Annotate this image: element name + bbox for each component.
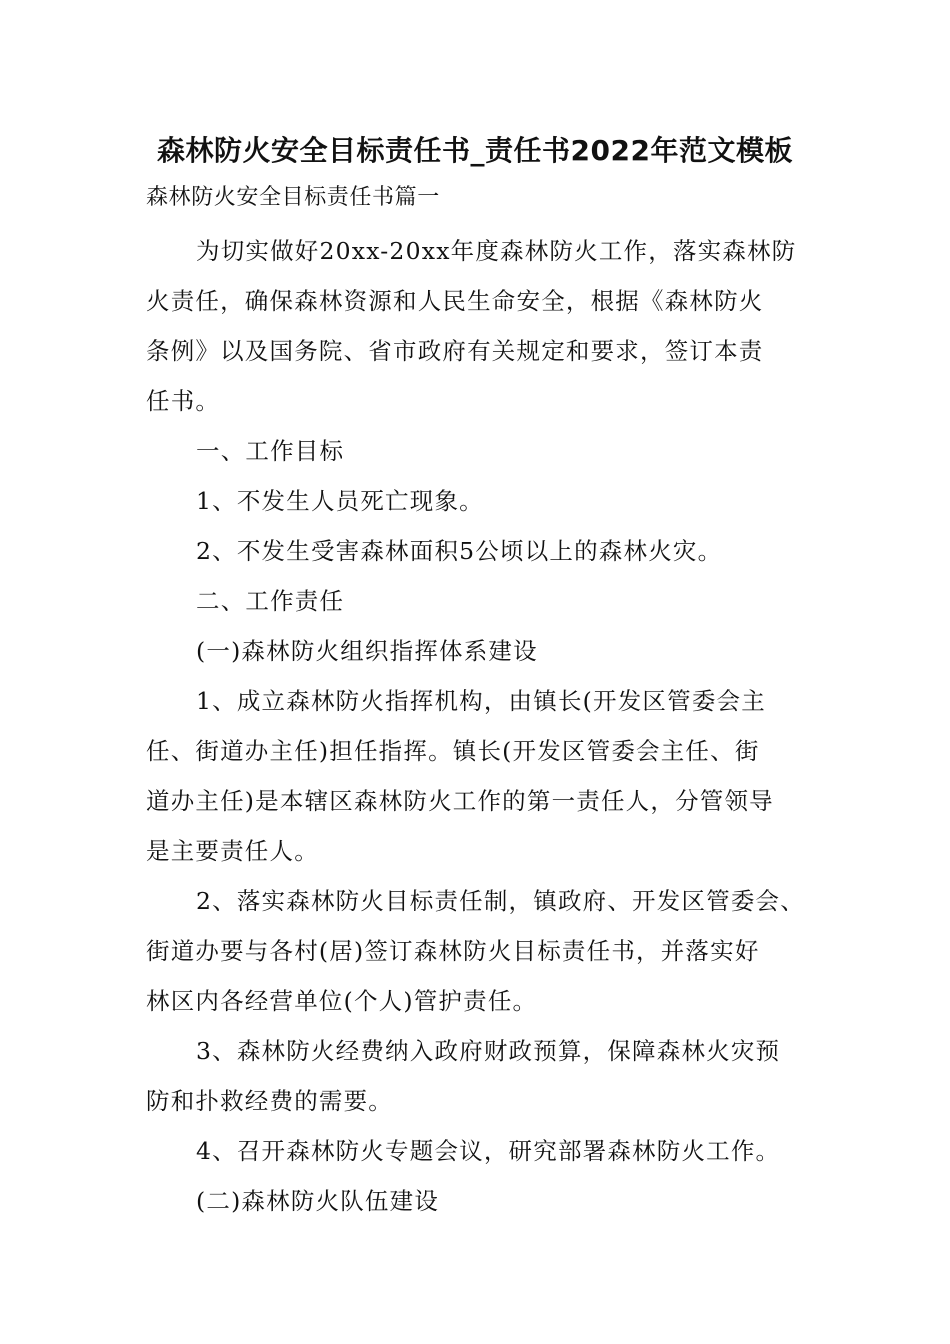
- subsection-heading: (一)森林防火组织指挥体系建设: [196, 637, 538, 665]
- paragraph-line: 2、落实森林防火目标责任制，镇政府、开发区管委会、: [196, 887, 805, 915]
- paragraph-line: 2、不发生受害森林面积5公顷以上的森林火灾。: [196, 537, 723, 565]
- document-title: 森林防火安全目标责任书_责任书2022年范文模板: [157, 134, 793, 167]
- paragraph-line: 条例》以及国务院、省市政府有关规定和要求，签订本责: [146, 337, 764, 365]
- paragraph-line: 街道办要与各村(居)签订森林防火目标责任书，并落实好: [146, 937, 760, 965]
- paragraph-line: 是主要责任人。: [146, 837, 319, 865]
- section-heading: 一、工作目标: [196, 437, 345, 465]
- paragraph-line: 3、森林防火经费纳入政府财政预算，保障森林火灾预: [196, 1037, 781, 1065]
- paragraph-line: 1、成立森林防火指挥机构，由镇长(开发区管委会主: [196, 687, 766, 715]
- document-subtitle: 森林防火安全目标责任书篇一: [146, 185, 440, 210]
- subsection-heading: (二)森林防火队伍建设: [196, 1187, 440, 1215]
- paragraph-line: 为切实做好20xx-20xx年度森林防火工作，落实森林防: [196, 237, 797, 265]
- paragraph-line: 防和扑救经费的需要。: [146, 1087, 393, 1115]
- paragraph-line: 林区内各经营单位(个人)管护责任。: [146, 987, 538, 1015]
- paragraph-line: 4、召开森林防火专题会议，研究部署森林防火工作。: [196, 1137, 781, 1165]
- section-heading: 二、工作责任: [196, 587, 345, 615]
- paragraph-line: 火责任，确保森林资源和人民生命安全，根据《森林防火: [146, 287, 764, 315]
- paragraph-line: 任书。: [146, 387, 221, 415]
- paragraph-line: 1、不发生人员死亡现象。: [196, 487, 484, 515]
- paragraph-line: 道办主任)是本辖区森林防火工作的第一责任人，分管领导: [146, 787, 774, 815]
- paragraph-line: 任、街道办主任)担任指挥。镇长(开发区管委会主任、街: [146, 737, 760, 765]
